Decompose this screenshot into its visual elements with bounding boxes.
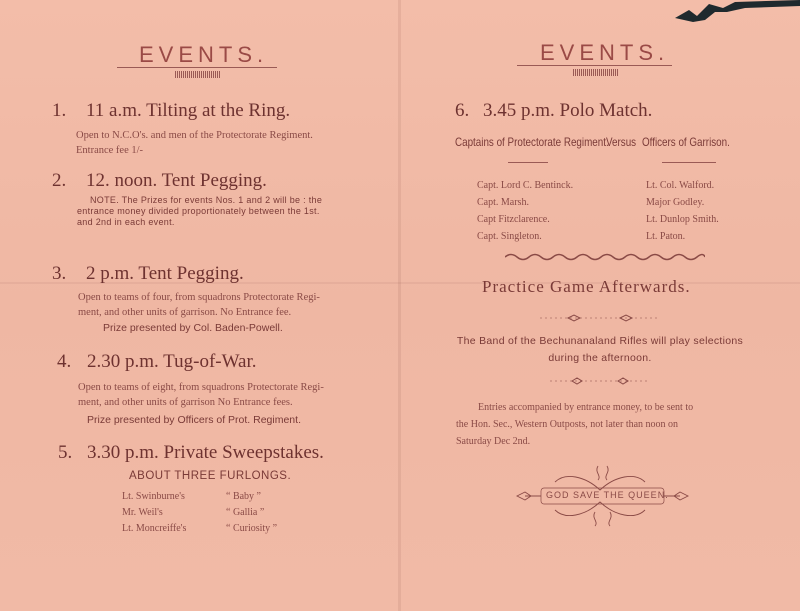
event-2-number: 2.	[52, 170, 67, 191]
event-1-line: Open to N.C.O's. and men of the Protectorate Regiment.	[76, 130, 313, 141]
vertical-fold	[398, 0, 401, 611]
left-heading-rule	[117, 67, 277, 68]
event-1-title: 11 a.m. Tilting at the Ring.	[86, 100, 291, 121]
sweepstake-owners	[122, 489, 186, 537]
right-heading-rule	[517, 65, 672, 66]
event-6-number: 6.	[455, 100, 470, 121]
team-right: Officers of Garrison.	[642, 135, 730, 149]
band-notice	[445, 333, 755, 367]
player: Capt Fitzclarence.	[477, 214, 550, 225]
team-right-rule	[662, 162, 716, 163]
horse: “ Gallia ”	[226, 507, 265, 518]
note-line: entrance money divided proportionately between the 1st.	[77, 206, 320, 216]
player: Capt. Singleton.	[477, 231, 542, 242]
ornament-divider-icon	[540, 313, 660, 323]
torn-corner-icon	[675, 0, 800, 24]
event-3-number: 3.	[52, 263, 67, 284]
event-3-detail	[78, 290, 378, 320]
right-heading-hatch	[573, 69, 618, 76]
right-heading: EVENTS.	[540, 40, 670, 65]
band-line: during the afternoon.	[548, 352, 652, 364]
event-4-line: Open to teams of eight, from squadrons Protectorate Regi-	[78, 382, 324, 393]
owner: Mr. Weil's	[122, 507, 163, 518]
entries-line: Saturday Dec 2nd.	[456, 436, 531, 447]
event-4-number: 4.	[57, 351, 72, 372]
left-heading-hatch	[175, 71, 220, 78]
sweepstake-horses	[226, 489, 277, 537]
god-save-the-queen: GOD SAVE THE QUEEN.	[546, 490, 669, 500]
event-5-number: 5.	[58, 442, 73, 463]
player: Lt. Dunlop Smith.	[646, 214, 719, 225]
event-1-number: 1.	[52, 100, 67, 121]
player: Capt. Marsh.	[477, 197, 529, 208]
horse: “ Baby ”	[226, 491, 261, 502]
event-4-line: ment, and other units of garrison No Entrance fees.	[78, 397, 293, 408]
event-3-prize: Prize presented by Col. Baden-Powell.	[103, 322, 283, 334]
band-line: The Band of the Bechunanaland Rifles will play selections	[456, 335, 744, 347]
entries-line: the Hon. Sec., Western Outposts, not later than noon on	[456, 419, 679, 430]
event-4-prize: Prize presented by Officers of Prot. Regiment.	[87, 414, 301, 426]
entries-line: Entries accompanied by entrance money, to be sent to	[478, 402, 694, 413]
event-5-title: 3.30 p.m. Private Sweepstakes.	[87, 442, 324, 463]
left-heading: EVENTS.	[139, 42, 269, 67]
entries-notice	[456, 399, 746, 450]
event-4-detail	[78, 380, 378, 410]
note-line: and 2nd in each event.	[77, 217, 175, 227]
owner: Lt. Moncreiffe's	[122, 523, 187, 534]
ornament-divider-icon-2	[550, 376, 650, 386]
event-5-subtitle: ABOUT THREE FURLONGS.	[129, 470, 292, 482]
event-1-line: Entrance fee 1/-	[76, 145, 144, 156]
player: Capt. Lord C. Bentinck.	[477, 180, 574, 191]
horse: “ Curiosity ”	[226, 523, 278, 534]
practice-game: Practice Game Afterwards.	[482, 277, 691, 296]
event-6-title: 3.45 p.m. Polo Match.	[483, 100, 653, 121]
team-versus: Versus	[606, 135, 637, 149]
player: Lt. Paton.	[646, 231, 686, 242]
note-line: NOTE. The Prizes for events Nos. 1 and 2 will be : the	[90, 195, 323, 205]
polo-left-players	[477, 177, 573, 245]
player: Major Godley.	[646, 197, 705, 208]
event-2-title: 12. noon. Tent Pegging.	[86, 170, 267, 191]
event-2-note	[77, 195, 377, 228]
event-1-detail	[76, 128, 376, 158]
player: Lt. Col. Walford.	[646, 180, 715, 191]
event-3-line: ment, and other units of garrison. No Entrance fee.	[78, 307, 292, 318]
team-left: Captains of Protectorate Regiment.	[455, 135, 609, 149]
event-3-line: Open to teams of four, from squadrons Protectorate Regi-	[78, 292, 320, 303]
owner: Lt. Swinburne's	[122, 491, 185, 502]
event-4-title: 2.30 p.m. Tug-of-War.	[87, 351, 257, 372]
wavy-divider-icon	[505, 252, 705, 262]
polo-right-players	[646, 177, 719, 245]
team-left-rule	[508, 162, 548, 163]
event-3-title: 2 p.m. Tent Pegging.	[86, 263, 244, 284]
